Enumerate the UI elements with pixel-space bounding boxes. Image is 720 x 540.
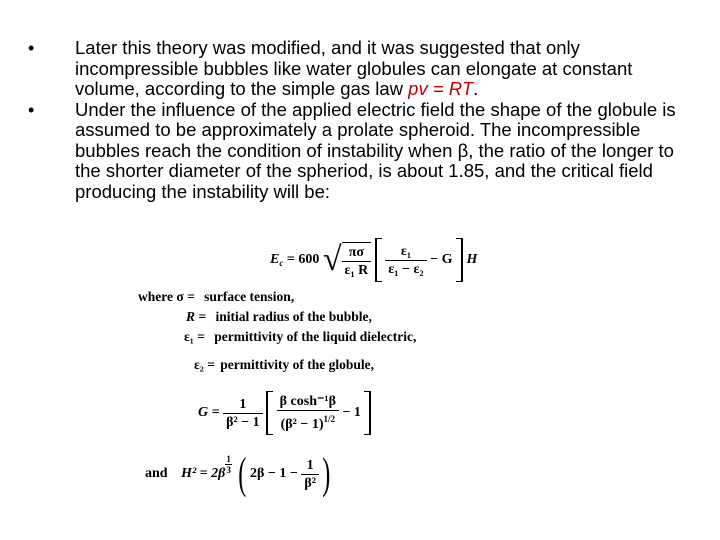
h-fraction [301, 457, 319, 492]
definition-text: permittivity of the globule, [220, 357, 374, 372]
g-inner-numerator: β cosh⁻¹β [277, 393, 339, 411]
g-equation [198, 391, 371, 435]
g-tail: − 1 [342, 405, 361, 421]
gas-law-highlight: pv = RT [408, 78, 474, 99]
h-exponent-denominator: 3 [226, 465, 231, 476]
definition-lead: ε₂ = [194, 357, 215, 372]
h-exponent-numerator: 1 [226, 454, 231, 465]
sqrt-denominator: ε₁ R [344, 262, 369, 278]
h-lead: and [145, 466, 168, 482]
h-left-paren: ( [238, 449, 247, 498]
sqrt-term [323, 240, 371, 280]
h-right-paren: ) [322, 449, 331, 498]
definition-text: initial radius of the bubble, [215, 309, 372, 324]
h-inner: 2β − 1 − [249, 466, 298, 482]
minus-g: − G [430, 252, 453, 268]
definition-lead: ε₁ = [184, 329, 205, 344]
g-left-bracket [266, 391, 273, 435]
g-prefactor-numerator: 1 [223, 396, 263, 414]
g-lhs: G = [198, 405, 220, 421]
epsilon-denominator: ε₁ − ε₂ [388, 261, 424, 277]
g-inner-fraction [277, 393, 339, 433]
ec-subscript: c [279, 258, 284, 269]
g-inner-exponent: 1/2 [323, 414, 335, 424]
sqrt-numerator: πσ [342, 244, 372, 262]
g-prefactor [223, 396, 263, 431]
definition-row [194, 357, 374, 373]
critical-field-equation [270, 238, 477, 282]
definition-lead: where σ = [138, 289, 195, 304]
left-bracket [375, 238, 382, 282]
h-equation [145, 449, 334, 498]
bullet-1-text: Later this theory was modified, and it was suggested that only incompressible bubbles like water globules can elongate at constant volume, according to the simple gas law [75, 37, 633, 99]
epsilon-fraction [385, 243, 426, 278]
definition-text: permittivity of the liquid dielectric, [214, 329, 417, 344]
definition-row [186, 309, 372, 325]
definition-row [138, 289, 294, 305]
g-prefactor-denominator: β² − 1 [226, 414, 260, 430]
ec-symbol: E [270, 252, 280, 268]
definition-row [184, 329, 416, 345]
g-right-bracket [364, 391, 371, 435]
h-exponent [225, 454, 232, 475]
right-bracket [456, 238, 463, 282]
g-inner-denominator: (β² − 1) [280, 417, 324, 432]
h-symbol: H [466, 252, 478, 268]
h-fraction-denominator: β² [304, 475, 316, 491]
h-lhs: H² = 2β [181, 466, 226, 482]
h-fraction-numerator: 1 [301, 457, 319, 475]
epsilon-numerator: ε₁ [385, 243, 426, 261]
radical-sign: √ [322, 241, 342, 278]
bullet-2-text: Under the influence of the applied electric field the shape of the globule is assumed to be approximately a prolate spheroid. The incompressible bubbles reach the condition of instability when β, the ratio of the longer to the shorter diameter of the spheriod, is about 1.85, and the critical field producing the instability will be: [75, 98, 676, 202]
ec-equals: = 600 [286, 252, 320, 268]
definition-lead: R = [186, 309, 207, 324]
definition-text: surface tension, [204, 289, 295, 304]
bullet-1-tail: . [473, 78, 479, 99]
